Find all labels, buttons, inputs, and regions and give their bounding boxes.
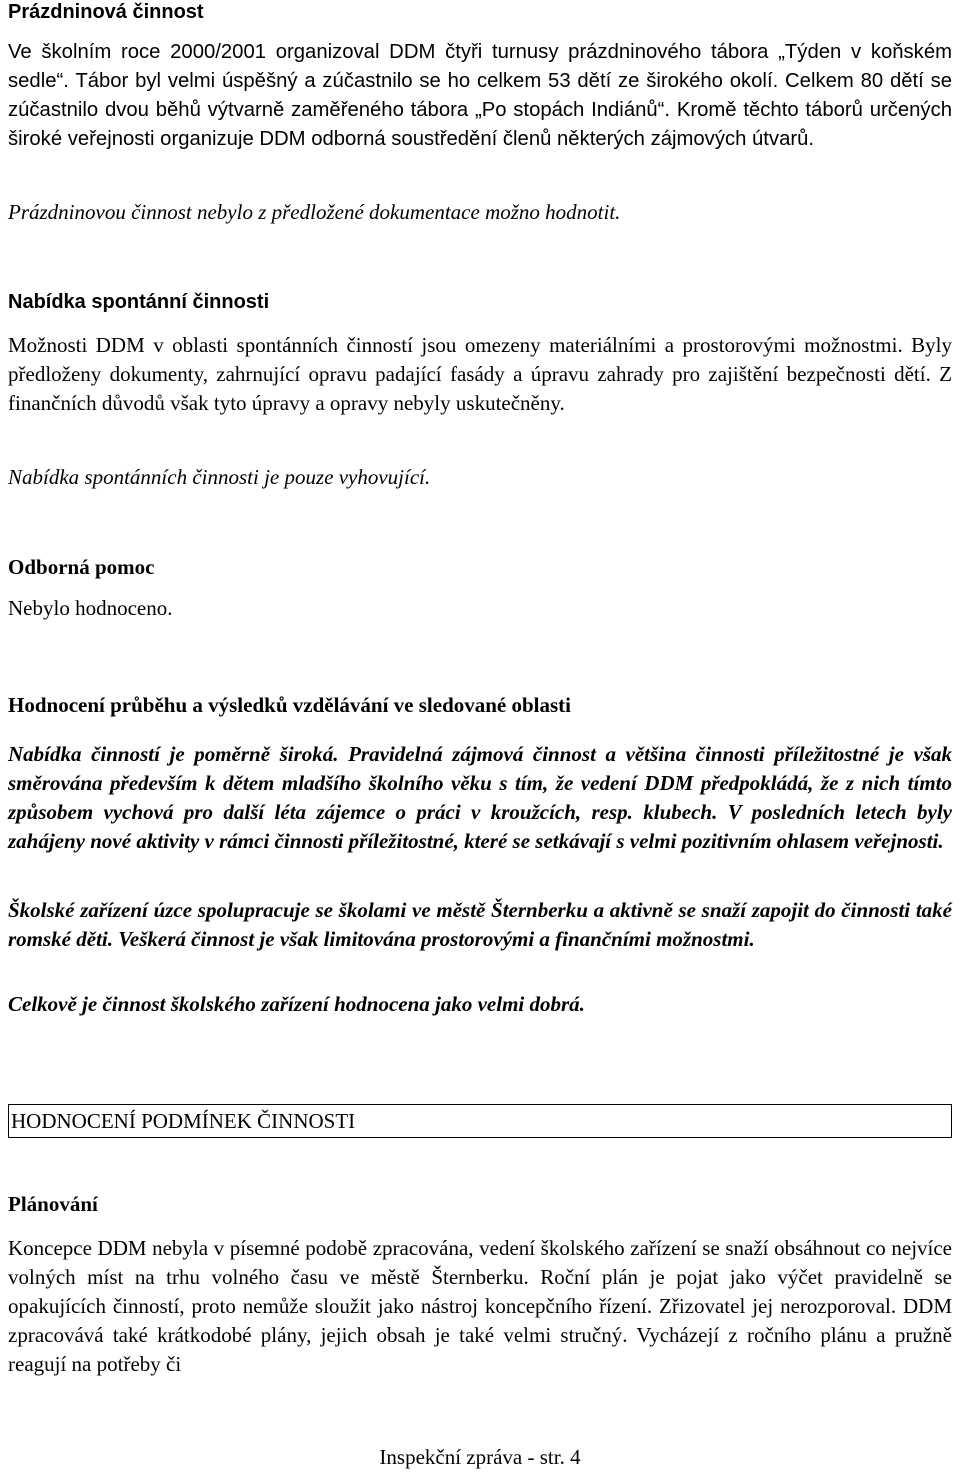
paragraph-prazdninova-cinnost: Ve školním roce 2000/2001 organizoval DDM čtyři turnusy prázdninového tábora „Týden v koňském sedle“. Tábor byl velmi úspěšný a zúčastnilo se ho celkem 53 dětí ze širokého okolí. Celkem 80 dětí se zúčastnilo dvou běhů výtvarně zaměřeného tábora „Po stopách Indiánů“. Kromě těchto táborů určených široké veřejnosti organizuje DDM odborná soustředění členů některých zájmových útvarů. [8,41,952,150]
heading-prazdninova-cinnost: Prázdninová činnost [8,1,204,23]
conclusion-spontanni-cinnost: Nabídka spontánních činnosti je pouze vyhovující. [8,465,431,489]
section-box-hodnoceni-podminek [8,1104,952,1138]
paragraph-spontanni-cinnost: Možnosti DDM v oblasti spontánních činností jsou omezeny materiálními a prostorovými možnostmi. Byly předloženy dokumenty, zahrnující opravu padající fasády a úpravu zahrady pro zajištění bezpečnosti dětí. Z finančních důvodů však tyto úpravy a opravy nebyly uskutečněny. [8,333,952,415]
paragraph-odborna-pomoc: Nebylo hodnoceno. [8,596,173,620]
heading-spontanni-cinnost: Nabídka spontánní činnosti [8,291,270,313]
paragraph-hodnoceni-3: Celkově je činnost školského zařízení hodnocena jako velmi dobrá. [8,992,585,1016]
paragraph-hodnoceni-2: Školské zařízení úzce spolupracuje se školami ve městě Šternberku a aktivně se snaží zapojit do činnosti také romské děti. Veškerá činnost je však limitována prostorovými a finančními možnostmi. [8,898,952,951]
heading-odborna-pomoc: Odborná pomoc [8,555,155,579]
conclusion-prazdninova-cinnost: Prázdninovou činnost nebylo z předložené dokumentace možno hodnotit. [8,200,621,224]
paragraph-hodnoceni-1: Nabídka činností je poměrně široká. Pravidelná zájmová činnost a většina činnosti příležitostné je však směrována především k dětem mladšího školního věku s tím, že vedení DDM předpokládá, že z nich tímto způsobem vychová pro další léta zájemce o práci v kroužcích, resp. klubech. V posledních letech byly zahájeny nové aktivity v rámci činnosti příležitostné, které se setkávají s velmi pozitivním ohlasem veřejnosti. [8,742,952,853]
heading-hodnoceni-podminek: HODNOCENÍ PODMÍNEK ČINNOSTI [11,1109,356,1133]
heading-planovani: Plánování [8,1192,98,1216]
paragraph-planovani: Koncepce DDM nebyla v písemné podobě zpracována, vedení školského zařízení se snaží obsáhnout co nejvíce volných míst na trhu volného času ve městě Šternberku. Roční plán je pojat jako výčet pravidelně se opakujících činností, proto nemůže sloužit jako nástroj koncepčního řízení. Zřizovatel jej nerozporoval. DDM zpracovává také krátkodobé plány, jejich obsah je také velmi stručný. Vycházejí z ročního plánu a pružně reagují na potřeby či [8,1236,952,1376]
page-footer: Inspekční zpráva - str. 4 [379,1445,581,1469]
heading-hodnoceni-prubehu: Hodnocení průběhu a výsledků vzdělávání ve sledované oblasti [8,693,572,717]
